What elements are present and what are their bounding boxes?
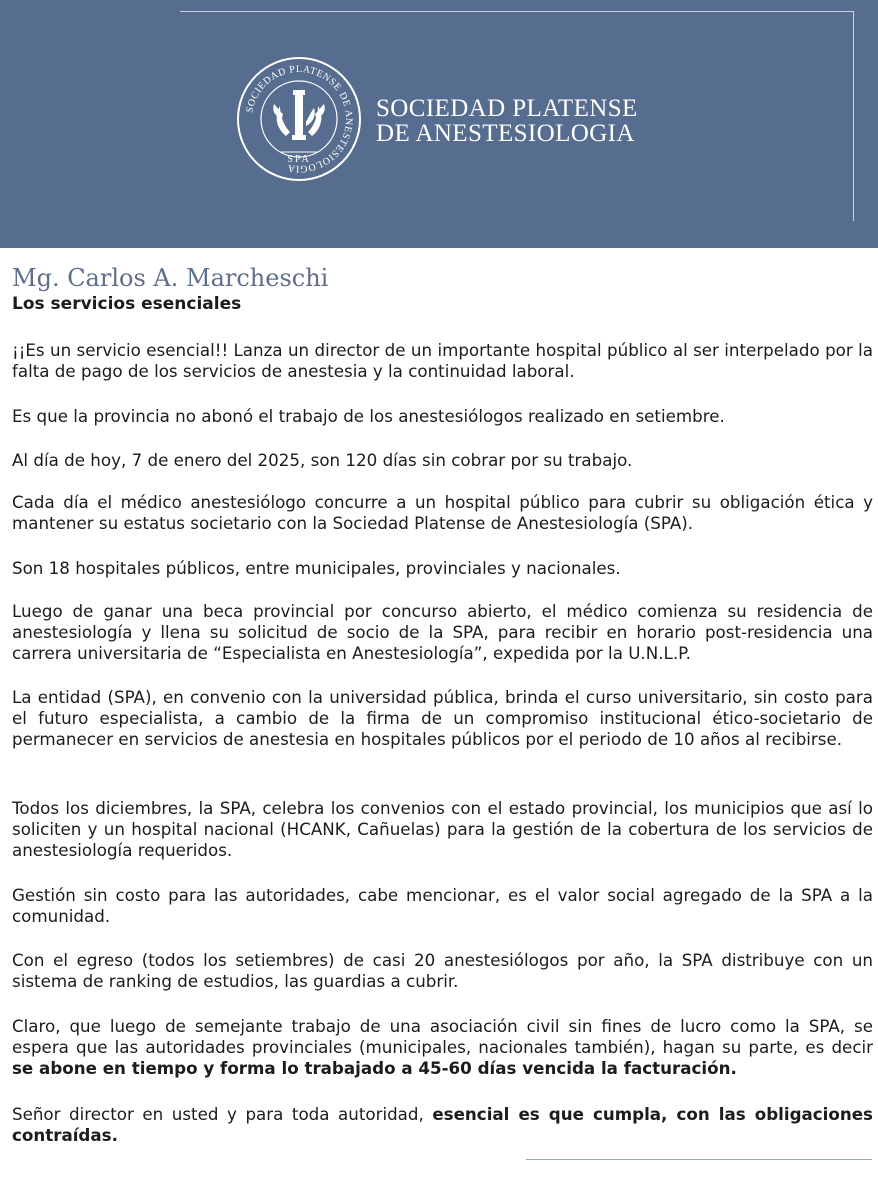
paragraph-10: Con el egreso (todos los setiembres) de casi 20 anestesiólogos por año, la SPA distribuye con un sistema de ranking de estudios, las guardias a cubrir. xyxy=(12,950,873,991)
paragraph-1: ¡¡Es un servicio esencial!! Lanza un director de un importante hospital público al ser interpelado por la falta de pago de los servicios de anestesia y la continuidad laboral. xyxy=(12,340,873,381)
organization-name xyxy=(376,96,638,146)
paragraph-8: Todos los diciembres, la SPA, celebra los convenios con el estado provincial, los municipios que así lo soliciten y un hospital nacional (HCANK, Cañuelas) para la gestión de la cobertura de los servicios de anestesiología requeridos. xyxy=(12,798,873,860)
paragraph-4: Cada día el médico anestesiólogo concurre a un hospital público para cubrir su obligación ética y mantener su estatus societario con la Sociedad Platense de Anestesiología (SPA). xyxy=(12,492,873,533)
paragraph-7: La entidad (SPA), en convenio con la universidad pública, brinda el curso universitario, sin costo para el futuro especialista, a cambio de la firma de un compromiso institucional ético-societario de permanecer en servicios de anestesia en hospitales públicos por el periodo de 10 años al recibirse. xyxy=(12,687,873,749)
org-name-line1: SOCIEDAD PLATENSE xyxy=(376,95,638,122)
paragraph-9: Gestión sin costo para las autoridades, cabe mencionar, es el valor social agregado de la SPA a la comunidad. xyxy=(12,885,873,926)
footer-divider xyxy=(526,1159,872,1160)
paragraph-12-text: Señor director en usted y para toda autoridad, xyxy=(12,1104,433,1124)
paragraph-2: Es que la provincia no abonó el trabajo de los anestesiólogos realizado en setiembre. xyxy=(12,406,725,426)
seal-abbreviation: SPA xyxy=(287,154,311,165)
org-name-line2: DE ANESTESIOLOGIA xyxy=(376,120,635,147)
article-body xyxy=(12,264,873,1145)
paragraph-3: Al día de hoy, 7 de enero del 2025, son 120 días sin cobrar por su trabajo. xyxy=(12,450,633,470)
frame-line-right xyxy=(853,11,854,221)
society-seal-logo xyxy=(236,56,362,182)
paragraph-5: Son 18 hospitales públicos, entre municipales, provinciales y nacionales. xyxy=(12,558,621,578)
paragraph-12-emphasis: esencial es que cumpla, con las obligaciones contraídas. xyxy=(12,1104,873,1145)
article-title: Los servicios esenciales xyxy=(12,294,242,314)
frame-line-top xyxy=(180,11,854,12)
author-name: Mg. Carlos A. Marcheschi xyxy=(12,264,329,292)
paragraph-12 xyxy=(12,1104,873,1146)
paragraph-11 xyxy=(12,1016,873,1079)
header-banner xyxy=(0,0,878,248)
paragraph-11-text: Claro, que luego de semejante trabajo de una asociación civil sin fines de lucro como la SPA, se espera que las autoridades provinciales (municipales, nacionales también), hagan su parte, es decir xyxy=(12,1016,873,1057)
paragraph-11-emphasis: se abone en tiempo y forma lo trabajado a 45-60 días vencida la facturación. xyxy=(12,1058,737,1078)
paragraph-6: Luego de ganar una beca provincial por concurso abierto, el médico comienza su residencia de anestesiología y llena su solicitud de socio de la SPA, para recibir en horario post-residencia una carrera universitaria de “Especialista en Anestesiología”, expedida por la U.N.L.P. xyxy=(12,601,873,663)
seal-ring-text: SOCIEDAD PLATENSE DE ANESTESIOLOGIA xyxy=(244,63,355,175)
